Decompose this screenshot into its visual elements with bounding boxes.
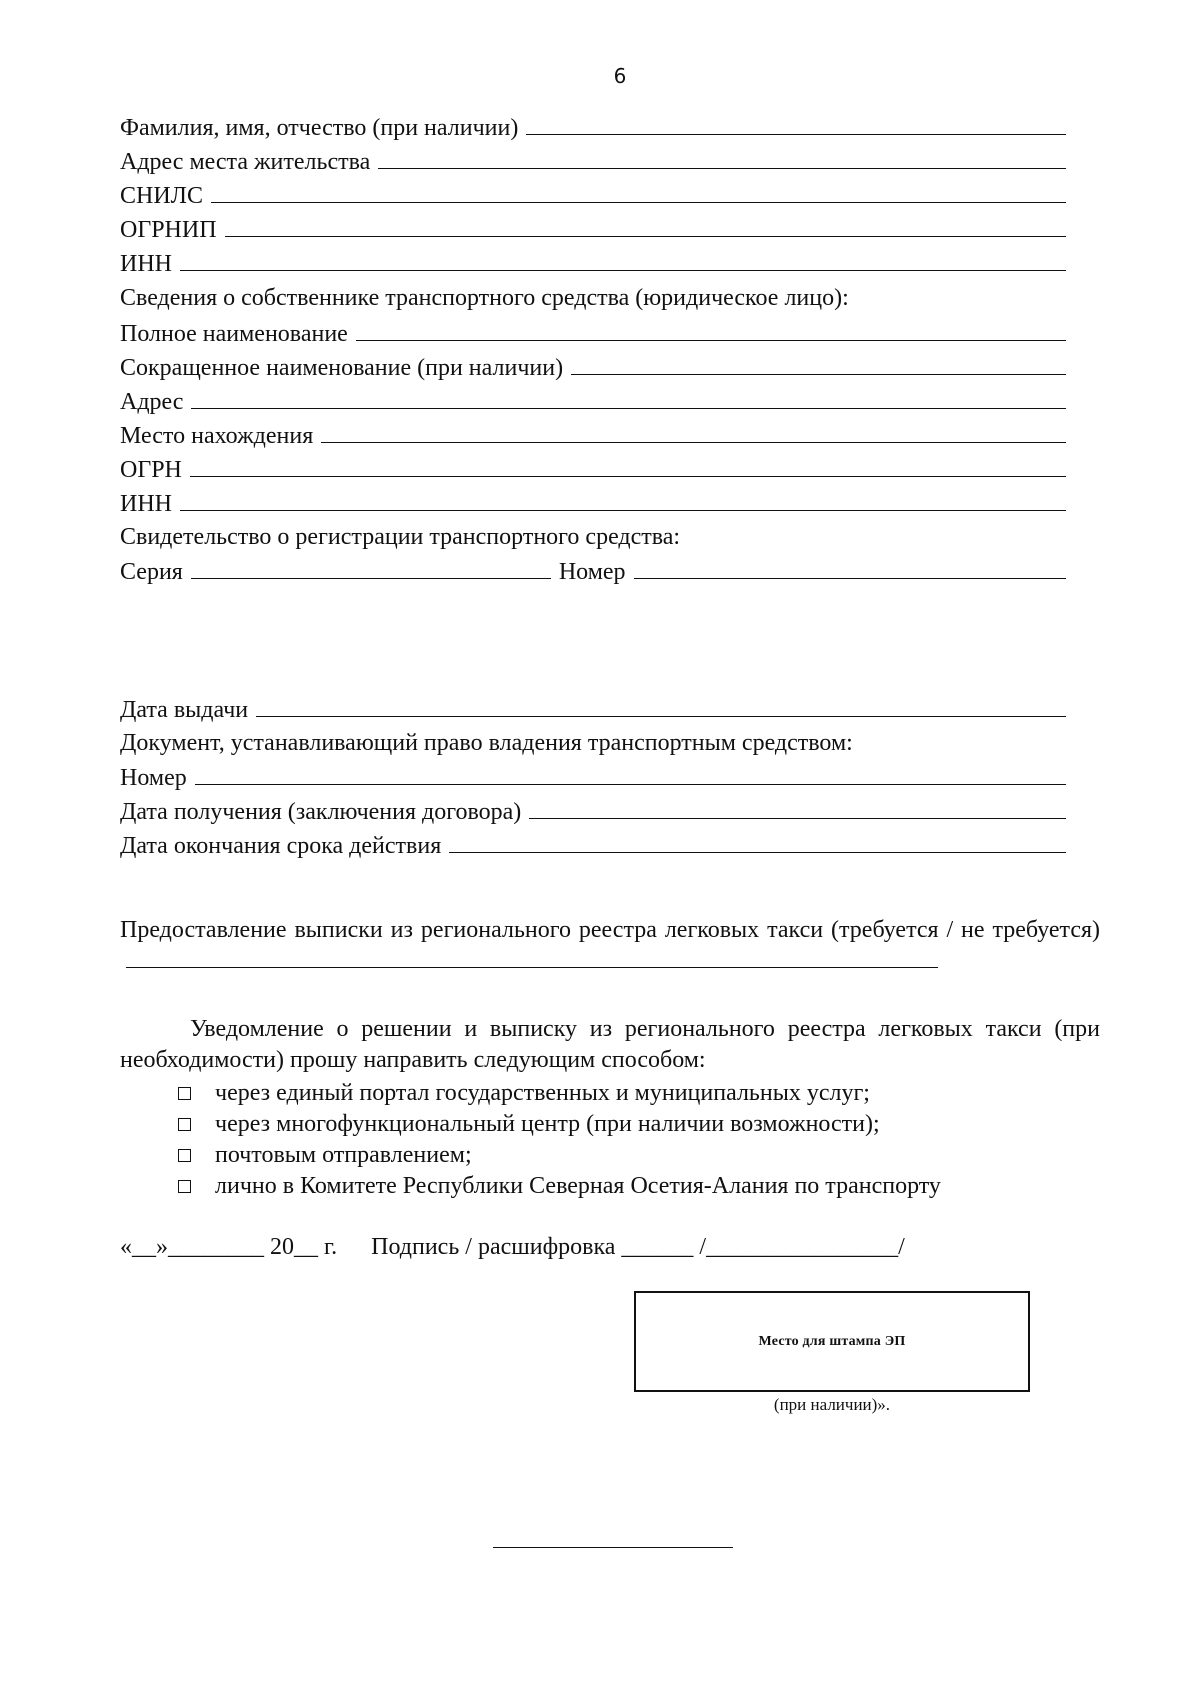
- received-date-input-line[interactable]: [529, 796, 1066, 819]
- short-name-field[interactable]: [120, 352, 1066, 383]
- checkbox-icon[interactable]: [178, 1087, 191, 1100]
- received-date-label: Дата получения (заключения договора): [120, 799, 522, 825]
- ogrn-field[interactable]: [120, 454, 1066, 485]
- option-label: через единый портал государственных и муниципальных услуг;: [215, 1080, 870, 1106]
- person-inn-input-line[interactable]: [180, 248, 1066, 271]
- notification-text: Уведомление о решении и выписку из регионального реестра легковых такси (при необходимости) прошу направить следующим способом:: [120, 1016, 1100, 1073]
- ogrnip-field[interactable]: [120, 214, 1066, 245]
- entity-address-input-line[interactable]: [191, 386, 1066, 409]
- ownership-heading: Документ, устанавливающий право владения транспортным средством:: [120, 730, 853, 756]
- option-label: через многофункциональный центр (при наличии возможности);: [215, 1111, 880, 1137]
- full-name-input-line[interactable]: [356, 318, 1066, 341]
- residence-address-label: Адрес места жительства: [120, 149, 371, 175]
- entity-inn-input-line[interactable]: [180, 488, 1066, 511]
- fio-label: Фамилия, имя, отчество (при наличии): [120, 115, 519, 141]
- issue-date-input-line[interactable]: [256, 694, 1066, 717]
- entity-inn-label: ИНН: [120, 491, 172, 517]
- checkbox-icon[interactable]: [178, 1180, 191, 1193]
- series-label: Серия: [120, 559, 183, 585]
- ownership-number-input-line[interactable]: [195, 762, 1066, 785]
- checkbox-icon[interactable]: [178, 1118, 191, 1131]
- reg-number-label: Номер: [558, 559, 626, 585]
- received-date-field[interactable]: [120, 796, 1066, 827]
- registration-heading: Свидетельство о регистрации транспортного средства:: [120, 524, 681, 550]
- extract-input-line[interactable]: [126, 947, 938, 968]
- location-field[interactable]: [120, 420, 1066, 451]
- option-mail[interactable]: [178, 1140, 1078, 1171]
- residence-address-field[interactable]: [120, 146, 1066, 177]
- ogrnip-input-line[interactable]: [225, 214, 1066, 237]
- date-line[interactable]: «__»________ 20__ г.: [120, 1234, 338, 1260]
- full-name-field[interactable]: [120, 318, 1066, 349]
- location-input-line[interactable]: [321, 420, 1066, 443]
- extract-paragraph: [120, 915, 1100, 977]
- entity-address-field[interactable]: [120, 386, 1066, 417]
- option-mfc[interactable]: [178, 1109, 1078, 1140]
- page-number: 6: [613, 64, 627, 88]
- extract-text: Предоставление выписки из регионального реестра легковых такси (требуется / не требуется): [120, 917, 1100, 943]
- ogrnip-label: ОГРНИП: [120, 217, 217, 243]
- series-input-line[interactable]: [191, 556, 551, 579]
- entity-heading: Сведения о собственнике транспортного средства (юридическое лицо):: [120, 285, 849, 311]
- signature-row[interactable]: [120, 1232, 1020, 1262]
- option-in-person[interactable]: [178, 1171, 1078, 1202]
- expiry-date-field[interactable]: [120, 830, 1066, 861]
- expiry-date-label: Дата окончания срока действия: [120, 833, 442, 859]
- signature-line[interactable]: Подпись / расшифровка ______ /________________/: [371, 1234, 905, 1260]
- delivery-options: [178, 1078, 1078, 1202]
- option-label: лично в Комитете Республики Северная Осетия-Алания по транспорту: [215, 1173, 941, 1199]
- expiry-date-input-line[interactable]: [449, 830, 1066, 853]
- option-portal[interactable]: [178, 1078, 1078, 1109]
- reg-number-input-line[interactable]: [634, 556, 1066, 579]
- ogrn-label: ОГРН: [120, 457, 182, 483]
- stamp-note: (при наличии)».: [773, 1395, 891, 1414]
- snils-label: СНИЛС: [120, 183, 203, 209]
- location-label: Место нахождения: [120, 423, 314, 449]
- option-label: почтовым отправлением;: [215, 1142, 472, 1168]
- snils-field[interactable]: [120, 180, 1066, 211]
- entity-inn-field[interactable]: [120, 488, 1066, 519]
- stamp-box: [634, 1291, 1030, 1392]
- residence-address-input-line[interactable]: [378, 146, 1066, 169]
- short-name-input-line[interactable]: [571, 352, 1066, 375]
- entity-address-label: Адрес: [120, 389, 184, 415]
- stamp-label: Место для штампа ЭП: [758, 1333, 906, 1349]
- fio-field[interactable]: [120, 112, 1066, 143]
- person-inn-label: ИНН: [120, 251, 172, 277]
- person-inn-field[interactable]: [120, 248, 1066, 279]
- snils-input-line[interactable]: [211, 180, 1066, 203]
- series-number-row[interactable]: [120, 556, 1066, 587]
- notification-paragraph: [120, 1014, 1100, 1076]
- issue-date-field[interactable]: [120, 694, 1066, 725]
- checkbox-icon[interactable]: [178, 1149, 191, 1162]
- short-name-label: Сокращенное наименование (при наличии): [120, 355, 564, 381]
- bottom-divider: [493, 1547, 733, 1548]
- ownership-number-field[interactable]: [120, 762, 1066, 793]
- full-name-label: Полное наименование: [120, 321, 348, 347]
- issue-date-label: Дата выдачи: [120, 697, 249, 723]
- fio-input-line[interactable]: [526, 112, 1066, 135]
- ogrn-input-line[interactable]: [190, 454, 1066, 477]
- ownership-number-label: Номер: [120, 765, 187, 791]
